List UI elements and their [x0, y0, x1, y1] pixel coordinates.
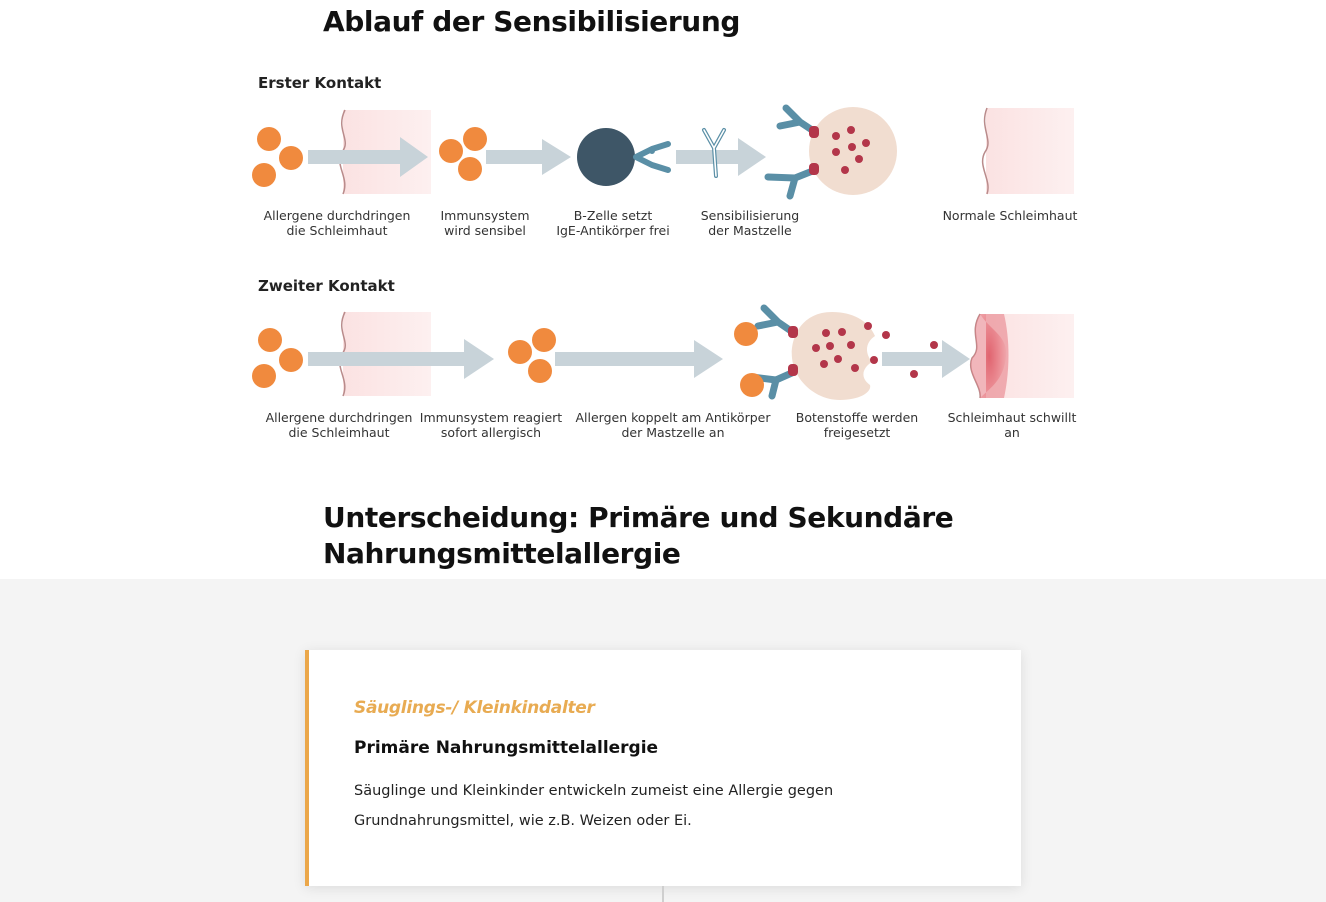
caption-line: sofort allergisch: [440, 425, 542, 440]
arrow: [882, 340, 970, 378]
row1-captions: [264, 208, 1078, 238]
caption-line: Botenstoffe werden: [795, 410, 919, 425]
row-heading-zweiter-kontakt: Zweiter Kontakt: [258, 277, 395, 295]
allergen-cluster: [252, 127, 303, 187]
section-title-sensibilisierung: Ablauf der Sensibilisierung: [323, 5, 741, 38]
allergen-cluster: [508, 328, 556, 383]
caption-line: Sensibilisierung: [700, 208, 800, 223]
mucosa-membrane: [983, 108, 1074, 194]
caption-line: der Mastzelle: [708, 223, 792, 238]
caption-line: Immunsystem: [440, 208, 530, 223]
caption-line: Immunsystem reagiert: [419, 410, 563, 425]
card-kicker: Säuglings-/ Kleinkindalter: [354, 698, 595, 718]
allergen-cluster: [439, 127, 487, 181]
mast-cell-degranulating: [734, 308, 890, 400]
section-title-unterscheidung: [323, 500, 953, 572]
caption-line: B-Zelle setzt: [573, 208, 653, 223]
mast-cell: [768, 107, 897, 196]
caption-line: Allergen koppelt am Antikörper: [575, 410, 771, 425]
arrow: [555, 340, 723, 378]
allergen-cluster: [252, 328, 303, 388]
section-title-line: Nahrungsmittelallergie: [323, 537, 681, 570]
caption-line: der Mastzelle an: [621, 425, 725, 440]
caption-line: IgE-Antikörper frei: [556, 223, 670, 238]
arrow: [676, 138, 766, 176]
caption-line: wird sensibel: [444, 223, 526, 238]
section-title-line: Unterscheidung: Primäre und Sekundäre: [323, 501, 954, 534]
caption-line: die Schleimhaut: [286, 223, 388, 238]
timeline-card: [305, 650, 1021, 886]
caption-line: Schleimhaut schwillt: [947, 410, 1077, 425]
card-text: [354, 776, 874, 836]
caption-line: an: [1004, 425, 1020, 440]
card-title: Primäre Nahrungsmittelallergie: [354, 738, 659, 758]
caption-line: Normale Schleimhaut: [942, 208, 1078, 223]
b-cell: [577, 128, 668, 186]
card-text-line: Grundnahrungsmittel, wie z.B. Weizen oder Ei.: [354, 813, 692, 829]
card-text-line: Säuglinge und Kleinkinder entwickeln zumeist eine Allergie gegen: [354, 783, 834, 799]
caption-line: die Schleimhaut: [288, 425, 390, 440]
row-heading-erster-kontakt: Erster Kontakt: [258, 74, 382, 92]
caption-line: Allergene durchdringen: [263, 208, 411, 223]
row2-captions: [266, 410, 1077, 440]
caption-line: Allergene durchdringen: [265, 410, 413, 425]
caption-line: freigesetzt: [823, 425, 891, 440]
timeline-connector: [662, 886, 664, 902]
arrow: [486, 139, 571, 175]
mucosa-swollen: [971, 314, 1074, 398]
